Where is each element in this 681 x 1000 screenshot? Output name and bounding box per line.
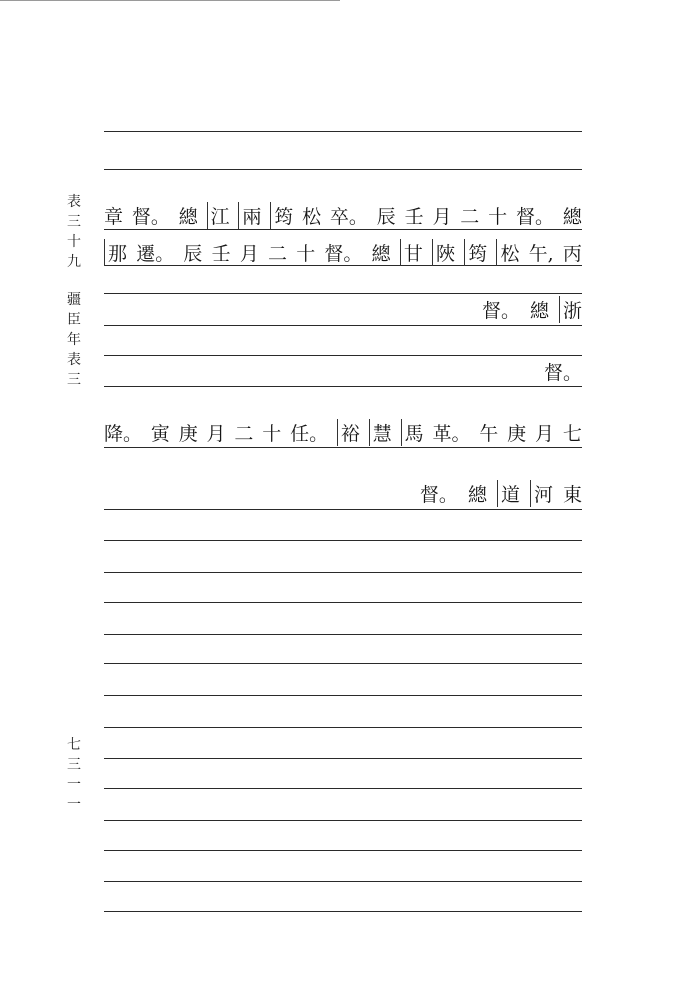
margin-title-char: 疆	[67, 292, 81, 308]
table-rule	[104, 788, 582, 789]
text-char: 任。	[290, 422, 329, 445]
page-number-char: 七	[67, 737, 81, 753]
table-rule	[104, 634, 582, 635]
text-char: 總	[371, 242, 391, 265]
page-number-char: 三	[67, 757, 81, 773]
name-char: 裕	[337, 419, 360, 446]
name-char: 慧	[369, 419, 392, 446]
text-char: 月	[432, 205, 452, 228]
page-number	[63, 735, 85, 815]
table-row	[104, 478, 582, 508]
table-rule	[104, 911, 582, 912]
text-char: 督。	[131, 205, 170, 228]
text-char: 十	[296, 242, 316, 265]
text-char: 十	[488, 205, 508, 228]
table-rule	[104, 663, 582, 664]
table-row	[104, 356, 582, 386]
margin-title-char: 三	[67, 372, 81, 388]
text-char: 章	[104, 205, 124, 228]
name-char: 河	[530, 480, 553, 507]
name-char: 道	[497, 480, 520, 507]
text-char: 卒。	[329, 205, 368, 228]
name-char: 浙	[559, 296, 582, 323]
text-char: 總	[562, 205, 582, 228]
text-char: 總	[178, 205, 198, 228]
text-char: 松	[302, 205, 322, 228]
margin-title	[63, 192, 85, 390]
name-char: 兩	[238, 202, 261, 229]
text-char: 庚	[178, 422, 198, 445]
text-char: 月	[239, 242, 259, 265]
text-char: 督。	[515, 205, 554, 228]
text-char: 七	[562, 422, 582, 445]
name-char: 那	[104, 239, 127, 266]
table-row	[104, 200, 582, 230]
table-rule	[104, 602, 582, 603]
table-rule	[104, 325, 582, 326]
name-char: 馬	[401, 419, 424, 446]
margin-title-char: 表	[67, 194, 81, 210]
text-char: 二	[268, 242, 288, 265]
page-number-char: 一	[67, 797, 81, 813]
text-char: 午	[479, 422, 499, 445]
text-char: 總	[529, 299, 549, 322]
name-char: 筠	[464, 239, 487, 266]
margin-title-char: 年	[67, 332, 81, 348]
name-char: 陜	[432, 239, 455, 266]
margin-title-char: 表	[67, 352, 81, 368]
text-char: 壬	[211, 242, 231, 265]
text-char: 壬	[404, 205, 424, 228]
table-rule	[104, 131, 582, 132]
name-char: 筠	[270, 202, 293, 229]
table-row	[104, 294, 582, 324]
margin-title-char: 臣	[67, 312, 81, 328]
text-char: 總	[467, 483, 487, 506]
table-rule	[104, 881, 582, 882]
name-char: 江	[207, 202, 230, 229]
table-rule	[104, 386, 582, 387]
name-char: 松	[496, 239, 519, 266]
table-rule	[104, 727, 582, 728]
table-rule	[104, 540, 582, 541]
margin-title-char: 九	[67, 254, 81, 270]
table-rule	[104, 758, 582, 759]
scan-top-edge	[0, 0, 340, 1]
text-char: 庚	[507, 422, 527, 445]
text-char: 督。	[543, 361, 582, 384]
text-char: 東	[562, 483, 582, 506]
table-row	[104, 417, 582, 447]
name-char: 甘	[400, 239, 423, 266]
text-char: 午,	[528, 242, 554, 265]
table-row	[104, 237, 582, 267]
text-char: 十	[262, 422, 282, 445]
text-char: 二	[234, 422, 254, 445]
text-char: 月	[206, 422, 226, 445]
table-rule	[104, 509, 582, 510]
text-char: 二	[460, 205, 480, 228]
text-char: 辰	[183, 242, 203, 265]
text-char: 降。	[104, 422, 143, 445]
text-char: 辰	[376, 205, 396, 228]
text-char: 遷。	[136, 242, 175, 265]
table-rule	[104, 820, 582, 821]
table-rule	[104, 695, 582, 696]
page-number-char: 一	[67, 777, 81, 793]
table-rule	[104, 850, 582, 851]
text-char: 督。	[419, 483, 458, 506]
margin-title-char: 三	[67, 214, 81, 230]
table-rule	[104, 447, 582, 448]
table-rule	[104, 169, 582, 170]
text-char: 督。	[324, 242, 363, 265]
table-rule	[104, 572, 582, 573]
text-char: 丙	[562, 242, 582, 265]
margin-title-char: 十	[67, 234, 81, 250]
text-char: 督。	[481, 299, 520, 322]
text-char: 月	[534, 422, 554, 445]
text-char: 寅	[150, 422, 170, 445]
text-char: 革。	[432, 422, 471, 445]
